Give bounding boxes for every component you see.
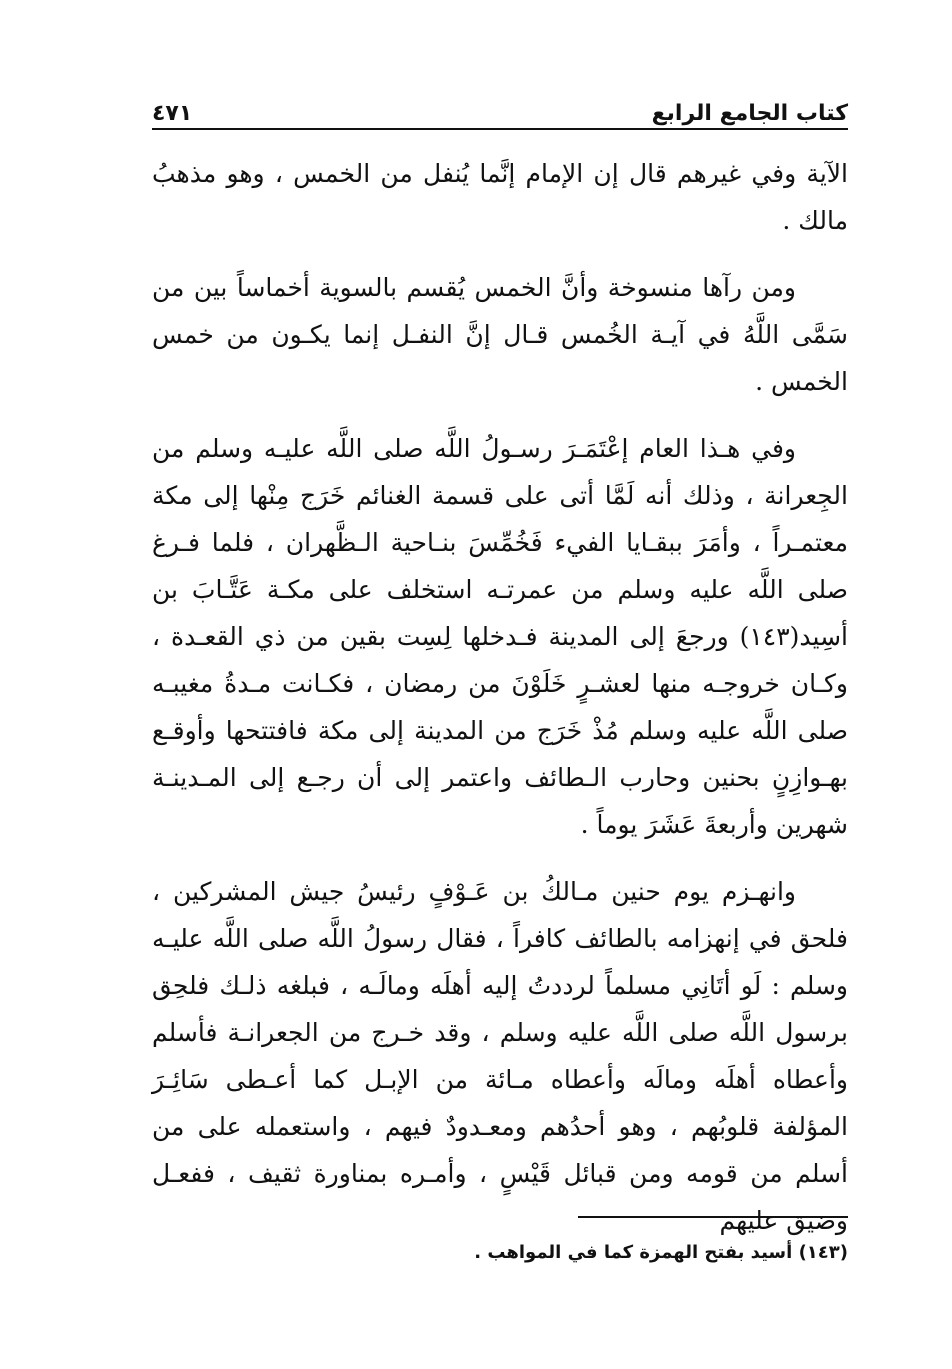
header-divider: [152, 128, 848, 130]
running-title: كتاب الجامع الرابع: [651, 101, 848, 126]
page-number: ٤٧١: [152, 101, 193, 126]
page-header: [152, 90, 848, 126]
paragraph-3: وفي هـذا العام إعْتَمَـرَ رسـولُ اللَّه صلى اللَّه عليـه وسلم من الجِعرانة ، وذلك أنه لَمَّا أتى على قسمة الغنائم خَرَج مِنْها إلى مكة معتمـراً ، وأمَرَ ببقـايا الفيء فَخُمِّسَ بنـاحية الـظَّهران ، فلما فـرغ صلى اللَّه عليه وسلم من عمرتـه استخلف على مكـة عَتَّـابَ بن أسِيد(١٤٣) ورجعَ إلى المدينة فـدخلها لِسِت بقين من ذي القعـدة ، وكـان خروجـه منها لعشـرٍ خَلَوْنَ من رمضان ، فكـانت مـدةُ مغيبـه صلى اللَّه عليه وسلم مُذْ خَرَج من المدينة إلى مكة فافتتحها وأوقـع بهـوازِنٍ بحنين وحارب الـطائف واعتمر إلى أن رجـع إلى المـدينـة شهرين وأربعةَ عَشَرَ يوماً .: [152, 434, 848, 839]
paragraph-4: وانهـزم يوم حنين مـالكُ بن عَـوْفٍ رئيسُ جيش المشركين ، فلحق في إنهزامه بالطائف كافراً ، فقال رسولُ اللَّه صلى اللَّه عليـه وسلم : لَو أتَانِي مسلماً لرددتُ إليه أهلَه ومالَـه ، فبلغه ذلـك فلحِق برسول اللَّه صلى اللَّه عليه وسلم ، وقد خـرج من الجعرانـة فأسلم وأعطاه أهلَه ومالَه وأعطاه مـائة من الإبـل كما أعـطى سَائِـرَ المؤلفة قلوبُهم ، وهو أحدُهم ومعـدودٌ فيهم ، واستعمله على من أسلم من قومه ومن قبائل قَيْسٍ ، وأمـره بمناورة ثقيف ، ففعـل وضيق عليهم: [152, 877, 848, 1235]
paragraph-2: ومن رآها منسوخة وأنَّ الخمس يُقسم بالسوية أخماساً بين من سَمَّى اللَّهُ في آيـة الخُمس قـال إنَّ النفـل إنما يكـون من خمس الخمس .: [152, 273, 848, 396]
main-text: [152, 150, 848, 1264]
footnote-divider: [578, 1216, 848, 1218]
paragraph-1: الآية وفي غيرهم قال إن الإمام إنَّما يُنفل من الخمس ، وهو مذهبُ مالك .: [152, 159, 848, 235]
footnote: (١٤٣) أسيد بفتح الهمزة كما في المواهب .: [474, 1242, 848, 1263]
